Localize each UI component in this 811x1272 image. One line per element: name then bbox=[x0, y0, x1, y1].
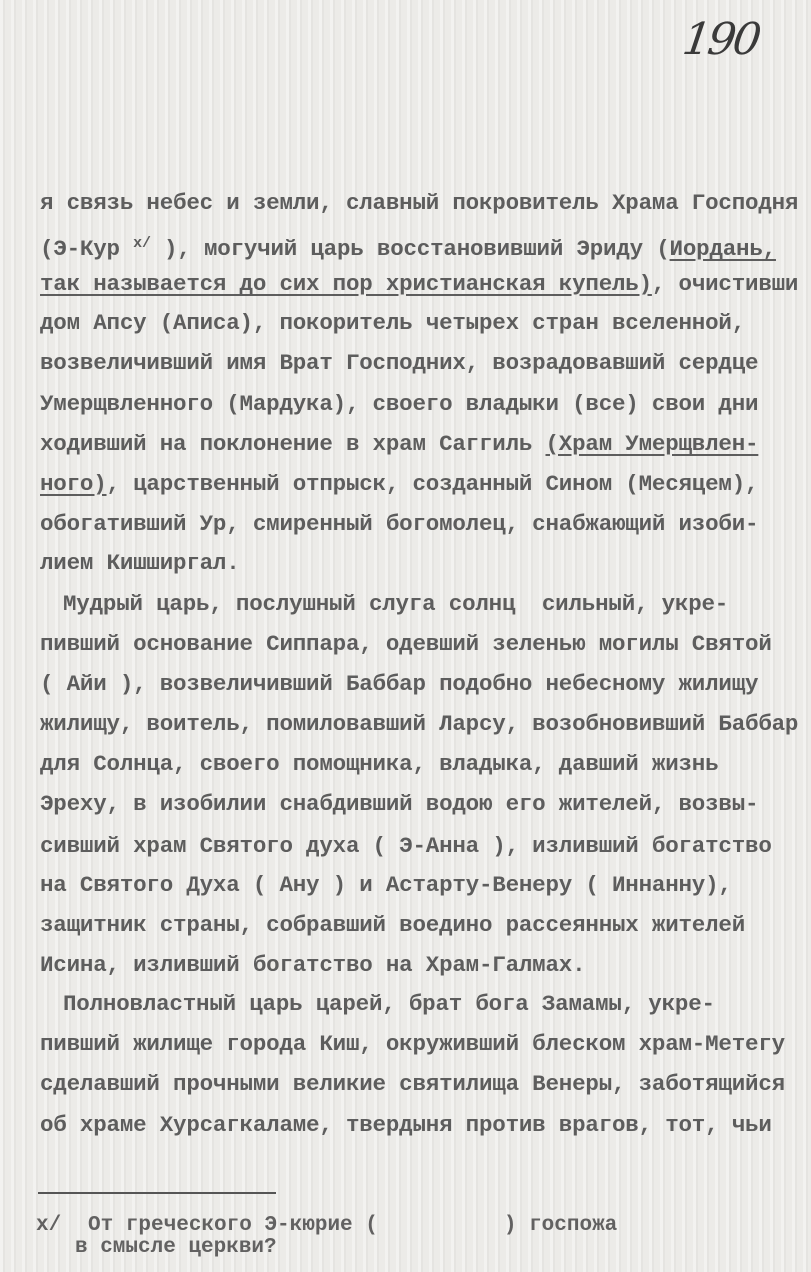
text-line bbox=[40, 471, 758, 497]
text-line: Мудрый царь, послушный слуга солнц сильный, укре- bbox=[63, 591, 729, 617]
handwritten-page-number: 190 bbox=[679, 14, 762, 65]
text-line: сивший храм Святого духа ( Э-Анна ), изливший богатство bbox=[40, 833, 772, 859]
text-line: ( Айи ), возвеличивший Баббар подобно небесному жилищу bbox=[40, 671, 759, 697]
text-line bbox=[40, 431, 758, 457]
text-line: сделавший прочными великие святилища Венеры, заботящийся bbox=[40, 1071, 785, 1097]
footnote-marker: x/ bbox=[36, 1214, 62, 1237]
text-line: об храме Хурсагкаламе, твердыня против врагов, тот, чьи bbox=[40, 1112, 772, 1138]
text-fragment: (Э-Кур bbox=[40, 236, 120, 262]
text-line: пивший жилище города Киш, окруживший блеском храм-Метегу bbox=[40, 1031, 785, 1057]
text-line: обогативший Ур, смиренный богомолец, снабжающий изоби- bbox=[40, 511, 759, 537]
text-line: защитник страны, собравший воедино рассеянных жителей bbox=[40, 912, 746, 938]
footnote-note: в смысле церкви? bbox=[75, 1236, 277, 1259]
text-line: жилищу, воитель, помиловавший Ларсу, возобновивший Баббар bbox=[40, 711, 799, 737]
underlined-text: ного) bbox=[40, 471, 107, 497]
text-line bbox=[40, 271, 798, 297]
text-fragment: , очистивши bbox=[651, 271, 799, 297]
text-line: я связь небес и земли, славный покровитель Храма Господня bbox=[40, 190, 799, 216]
underlined-text: (Храм Умерщвлен- bbox=[545, 431, 759, 457]
footnote-text: От греческого Э-кюрие ( ) госпожа bbox=[88, 1214, 618, 1237]
text-line: Умерщвленного (Мардука), своего владыки (все) свои дни bbox=[40, 391, 759, 417]
footnote-ref: x/ bbox=[133, 235, 151, 252]
text-line: Исина, изливший богатство на Храм-Галмах. bbox=[40, 952, 586, 978]
text-fragment: ходивший на поклонение в храм Саггиль bbox=[40, 431, 546, 457]
text-line bbox=[40, 231, 776, 262]
text-line: пивший основание Сиппара, одевший зеленью могилы Святой bbox=[40, 631, 772, 657]
underlined-text: так называется до сих пор христианская купель) bbox=[40, 271, 652, 297]
text-line: для Солнца, своего помощника, владыка, давший жизнь bbox=[40, 751, 719, 777]
text-line: Эреху, в изобилии снабдивший водою его жителей, возвы- bbox=[40, 791, 759, 817]
underlined-text: Иордань, bbox=[669, 236, 776, 262]
text-line: на Святого Духа ( Ану ) и Астарту-Венеру ( Иннанну), bbox=[40, 872, 732, 898]
text-fragment: ), могучий царь восстановивший Эриду ( bbox=[150, 236, 670, 262]
text-line: Полновластный царь царей, брат бога Замамы, укре- bbox=[63, 991, 715, 1017]
text-fragment: , царственный отпрыск, созданный Сином (Месяцем), bbox=[106, 471, 759, 497]
text-line: возвеличивший имя Врат Господних, возрадовавший сердце bbox=[40, 350, 759, 376]
text-line: лием Кишширгал. bbox=[40, 550, 240, 576]
footnote-divider bbox=[38, 1192, 276, 1194]
text-line: дом Апсу (Аписа), покоритель четырех стран вселенной, bbox=[40, 310, 746, 336]
